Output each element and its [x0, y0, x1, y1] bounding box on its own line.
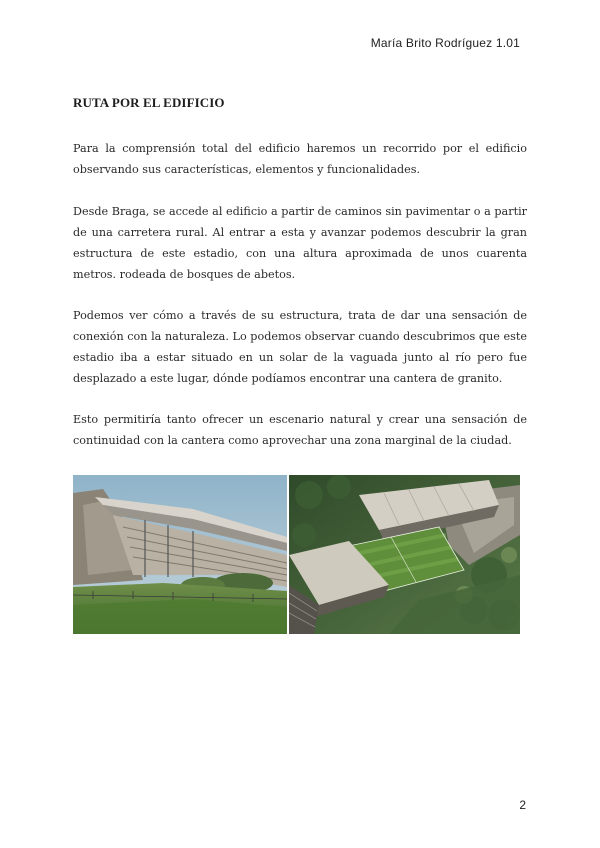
section-title: RUTA POR EL EDIFICIO — [73, 95, 225, 110]
paragraph-nature: Podemos ver cómo a través de su estructura, trata de dar una sensación de conexión con la naturaleza. Lo podemos observar cuando descubrimos que este estadio iba a estar situado en un solar de la vaguada junto al río pero fue desplazado a este lugar, dónde podíamos encontrar una cantera de granito. — [73, 309, 527, 385]
page-header-author: María Brito Rodríguez 1.01 — [370, 36, 520, 50]
stadium-aerial-photo — [289, 475, 520, 634]
stadium-ground-photo — [73, 475, 287, 634]
paragraph-intro: Para la comprensión total del edificio haremos un recorrido por el edificio observando sus características, elementos y funcionalidades. — [73, 142, 527, 176]
paragraph-continuity: Esto permitiría tanto ofrecer un escenario natural y crear una sensación de continuidad con la cantera como aprovechar una zona marginal de la ciudad. — [73, 413, 527, 447]
page-number: 2 — [519, 798, 526, 812]
paragraph-access: Desde Braga, se accede al edificio a partir de caminos sin pavimentar o a partir de una carretera rural. Al entrar a esta y avanzar podemos descubrir la gran estructura de este estadio, con una altura aproximada de unos cuarenta metros. rodeada de bosques de abetos. — [73, 205, 527, 281]
